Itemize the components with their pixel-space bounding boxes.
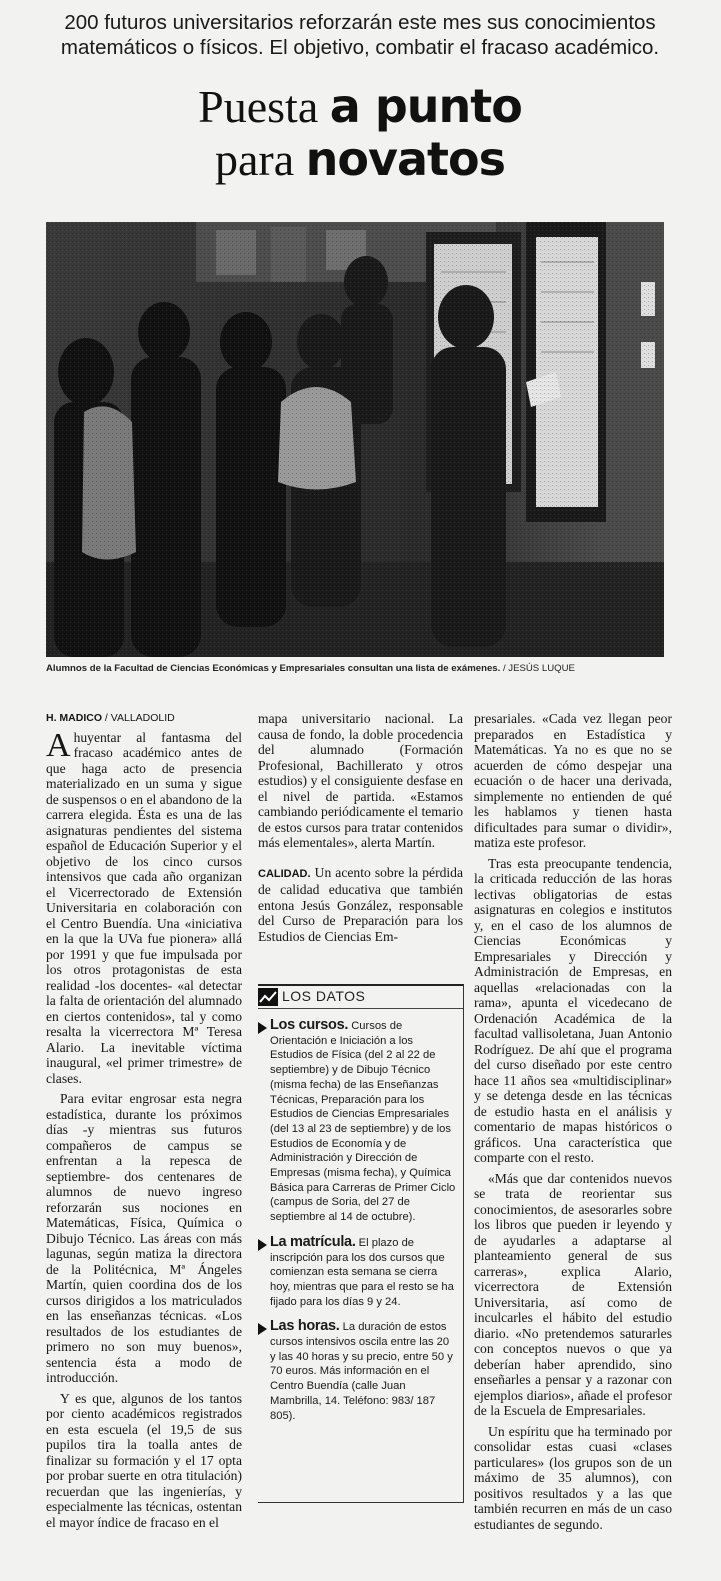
facts-box-header [258,984,463,1009]
students-photo-illustration [46,222,664,657]
photo-credit: / JESÚS LUQUE [500,663,575,674]
article-paragraph-6: presariales. «Cada vez llegan peor preparados en Estadística y Matemáticas. Ya no es que no se acuerden de cómo despejar una ecuación o de hacer una derivada, simplemente no entienden de qué les hablamos y tienen hasta dificultades para sumar o dividir», matiza este profesor. [474,711,672,850]
article-column-1 [46,711,242,1530]
facts-item-heading: Los cursos. [270,1017,349,1033]
section-lead-calidad: CALIDAD. [258,867,311,880]
headline-part-3: para [214,134,306,185]
headline-part-1: Puesta [198,81,330,132]
facts-item-text: Cursos de Orientación e Iniciación a los Estudios de Física (del 2 al 22 de septiembre) y de Dibujo Técnico (misma fecha) de las Enseñanzas Técnicas, Preparación para los Estudios de Ciencias Empresariales (del 13 al 23 de septiembre) y de los Estudios de Economía y de Administración y Dirección de Empresas (misma fecha), y Química Básica para Carreras de Primer Ciclo (campus de Soria, del 27 de septiembre al 14 de octubre). [270,1020,456,1224]
article-column-3 [474,711,672,1532]
facts-box-title: LOS DATOS [282,988,366,1004]
article-paragraph-4: mapa universitario nacional. La causa de fondo, la doble procedencia del alumnado (Formación Profesional, Bachillerato y otros estudios) y el consiguiente desfase en el nivel de partida. «Estamos cambiando periódicamente el temario de estos cursos para tratar contenidos más elementales», alerta Martín. [258,711,463,850]
bullet-triangle-icon [258,1323,267,1335]
byline-author: H. MADICO [46,712,102,724]
article-column-2 [258,711,463,944]
bullet-triangle-icon [258,1239,267,1251]
news-photo [46,222,664,657]
facts-item-horas [270,1319,456,1423]
article-paragraph-8: «Más que dar contenidos nuevos se trata de reorientar sus conocimientos, de asesorarles sobre los libros que pueden ir leyendo y de ayudarles a adaptarse al planteamiento general de sus carreras», explica Alario, vicerrectora de Extensión Universitaria, así como de inculcarles el hábito del estudio diario. «No pretendemos saturarles con conceptos nuevos o que ya deberían haber aprendido, sino enseñarles a pensar y a razonar con ejemplos diarios», añade el profesor de la Escuela de Empresariales. [474,1170,672,1418]
byline-place: / VALLADOLID [102,712,175,724]
headline-part-2: a punto [329,79,522,133]
article-paragraph-7: Tras esta preocupante tendencia, la criticada reducción de las horas lectivas obligatorias de estas asignaturas en colegios e institutos y, en el caso de los alumnos de Ciencias Económicas y Empresariales y Dirección y Administración de Empresas, en aquellas «relacionadas con la rama», apunta el vicedecano de Ordenación Académica de la facultad vallisoletana, Juan Antonio Rodríguez. De ahí que el programa del curso diseñado por este centro hace 11 años sea «multidisciplinar» y se detenga desde en las técnicas de estudio hasta en el análisis y comentario de mapas históricos o gráficos. Una característica que comparte con el resto. [474,855,672,1165]
article-paragraph-1 [46,726,242,1087]
article-headline [90,80,630,186]
byline [46,711,242,727]
article-paragraph-5-text: Un acento sobre la pérdida de calidad educativa que también entona Jesús González, responsable del Curso de Preparación para los Estudios de Ciencias Em- [258,864,463,944]
article-paragraph-5 [258,865,463,945]
article-paragraph-1-text: huyentar al fantasma del fracaso académico antes de que haga acto de presencia materializado en un suma y sigue de suspensos o en el abandono de la carrera elegida. Ésta es una de las asignaturas pendientes del sistema español de Educación Superior y el objetivo de los cinco cursos intensivos que cada año organizan el Vicerrectorado de Extensión Universitaria en colaboración con el Centro Buendía. Una «iniciativa en la que la UVa fue pionera» allá por 1991 y que fue impulsada por los otros protagonistas de esta realidad -los docentes- «al detectar la falta de orientación del alumnado en ciertos contenidos», tal y como resalta la vicerrectora Mª Teresa Alario. La inevitable víctima inaugural, «el primer trimestre» de clases. [46,729,242,1086]
article-paragraph-9: Un espíritu que ha terminado por consolidar estas cuasi «clases particulares» (los grupos son de un máximo de 35 alumnos), con positivos resultados y a las que también recurren en más de un caso estudiantes de segundo. [474,1423,672,1532]
facts-box-body [270,1018,456,1433]
photo-caption [46,663,686,674]
facts-item-heading: Las horas. [270,1318,340,1335]
article-subtitle: 200 futuros universitarios reforzarán este mes sus conocimientos matemáticos o físicos. El objetivo, combatir el fracaso académico. [60,11,660,59]
facts-item-heading: La matrícula. [270,1233,356,1250]
headline-part-4: novatos [305,132,505,186]
facts-box [258,984,464,1503]
facts-item-cursos [270,1018,456,1225]
article-paragraph-3: Y es que, algunos de los tantos por ciento académicos registrados en esta escuela (el 19,5 de sus pupilos tira la toalla antes de finalizar su formación y el 17 opta por probar suerte en otra titulación) recuerdan que las ingenierías, y especialmente las técnicas, ostentan el mayor índice de fracaso en el [46,1390,242,1530]
facts-item-text: La duración de estos cursos intensivos oscila entre las 20 y las 40 horas y su precio, entre 50 y 70 euros. Más información en el Centro Buendía (calle Juan Mambrilla, 14. Teléfono: 983/ 187 805). [270,1321,453,1422]
bullet-triangle-icon [258,1022,267,1034]
photo-caption-text: Alumnos de la Facultad de Ciencias Económicas y Empresariales consultan una lista de exámenes. [46,663,501,674]
article-paragraph-2: Para evitar engrosar esta negra estadística, durante los próximos días -y mientras sus futuros compañeros de campus se enfrentan a la repesca de septiembre- dos centenares de alumnos de nuevo ingreso reforzarán sus nociones en Matemáticas, Física, Química o Dibujo Técnico. Las áreas con más lagunas, según matiza la directora de la Politécnica, Mª Ángeles Martín, quien coordina dos de los cursos dirigidos a los matriculados en las enseñanzas técnicas. «Los resultados de los estudiantes de primero no son muy buenos», sentencia ésta a modo de introducción. [46,1091,242,1385]
facts-item-text: El plazo de inscripción para los dos cursos que comienzan esta semana se cierra hoy, mientras que para el resto se ha fijado para los días 9 y 24. [270,1236,454,1308]
facts-item-matricula [270,1235,456,1310]
trend-chart-icon [258,988,278,1006]
drop-cap: A [46,726,71,764]
